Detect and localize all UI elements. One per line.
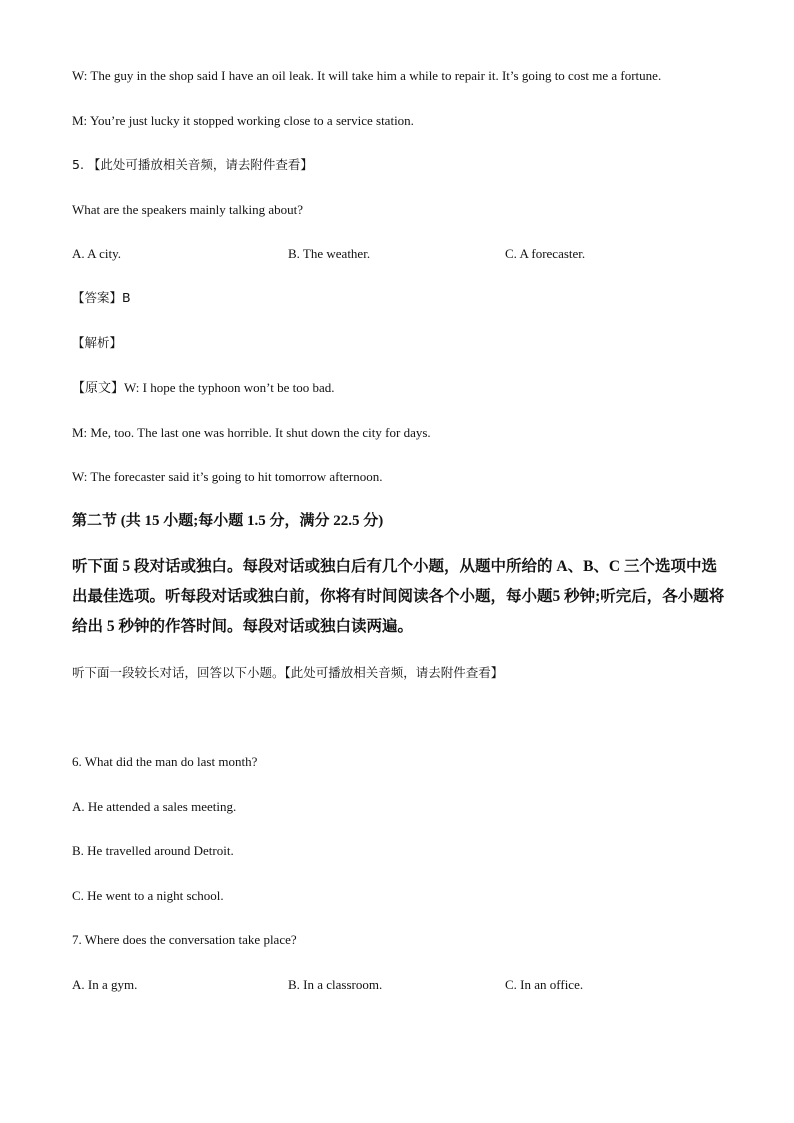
q5-option-b: B. The weather. — [288, 246, 371, 261]
section2-title: 第二节 (共 15 小题;每小题 1.5 分，满分 22.5 分) — [72, 513, 384, 529]
q5-transcript-line: 【原文】W: I hope the typhoon won’t be too bad. — [72, 380, 335, 395]
q6-question: 6. What did the man do last month? — [72, 754, 258, 769]
q7-option-c: C. In an office. — [505, 977, 584, 992]
q5-transcript-line: W: The forecaster said it’s going to hit tomorrow afternoon. — [72, 469, 383, 484]
q5-question: What are the speakers mainly talking about? — [72, 202, 304, 217]
dialogue-w-line: W: The guy in the shop said I have an oil leak. It will take him a while to repair it. It’s going to cost me a fortune. — [72, 68, 662, 83]
q5-analysis-label: 【解析】 — [72, 335, 123, 350]
q6-option-c: C. He went to a night school. — [72, 888, 224, 903]
section2-audio-note: 听下面一段较长对话，回答以下小题。【此处可播放相关音频，请去附件查看】 — [72, 665, 504, 680]
q7-option-b: B. In a classroom. — [288, 977, 383, 992]
q5-option-a: A. A city. — [72, 246, 121, 261]
q6-option-b: B. He travelled around Detroit. — [72, 843, 234, 858]
q5-option-c: C. A forecaster. — [505, 246, 586, 261]
q5-answer: 【答案】B — [72, 290, 131, 305]
q5-header: 5. 【此处可播放相关音频，请去附件查看】 — [72, 157, 313, 172]
q7-question: 7. Where does the conversation take place? — [72, 932, 297, 947]
q6-option-a: A. He attended a sales meeting. — [72, 799, 237, 814]
q7-option-a: A. In a gym. — [72, 977, 138, 992]
q5-transcript-line: M: Me, too. The last one was horrible. It shut down the city for days. — [72, 425, 431, 440]
section2-instruction: 听下面 5 段对话或独白。每段对话或独白后有几个小题，从题中所给的 A、B、C 三个选项中选出最佳选项。听每段对话或独白前，你将有时间阅读各个小题，每小题5 秒钟;听完后，各小题将给出 5 秒钟的作答时间。每段对话或独白读两遍。 — [72, 558, 725, 635]
dialogue-m-line: M: You’re just lucky it stopped working close to a service station. — [72, 113, 414, 128]
